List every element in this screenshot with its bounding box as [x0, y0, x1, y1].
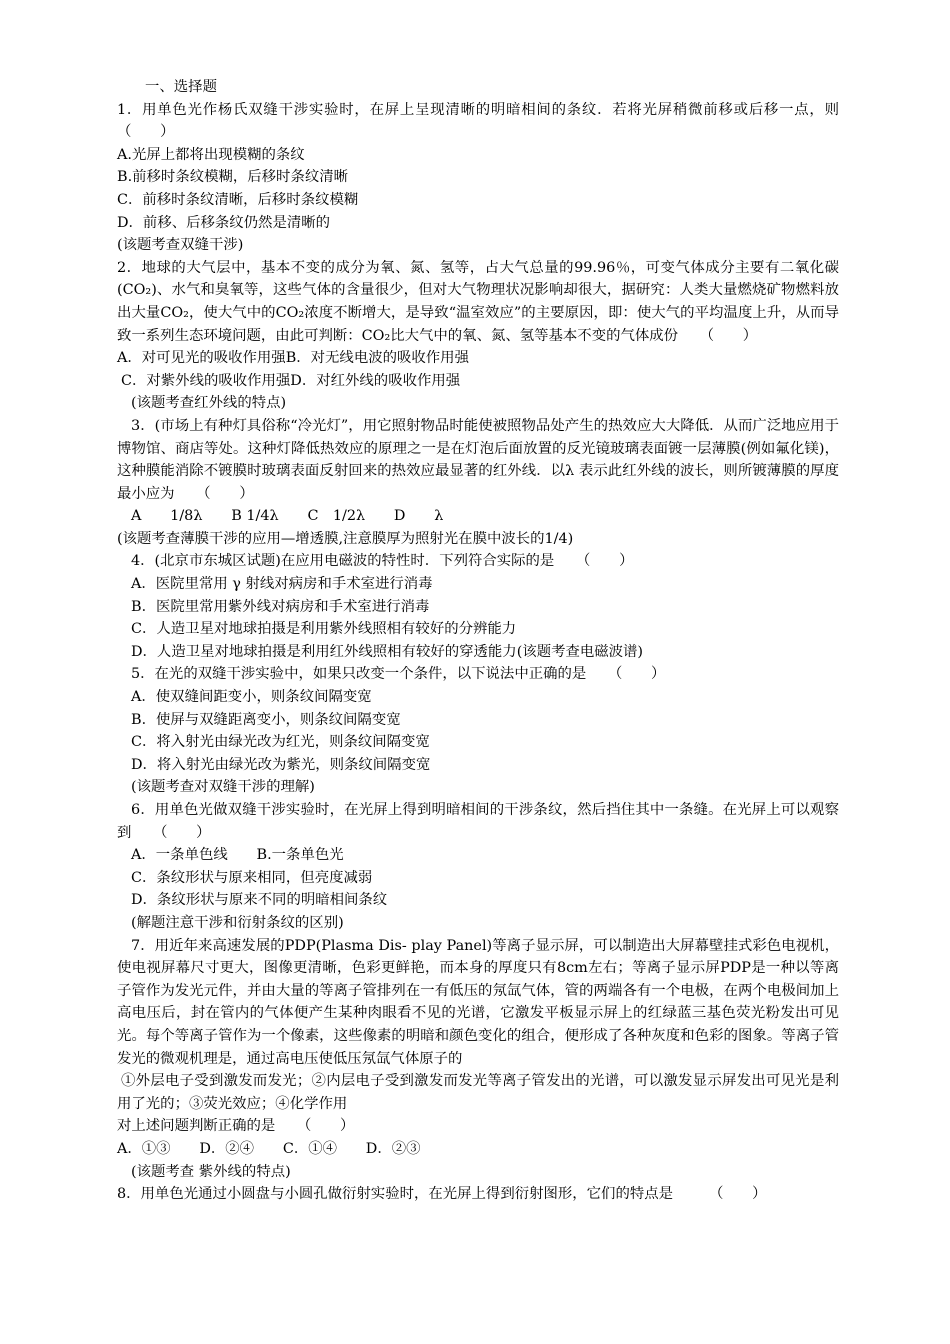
question-5-option-c: C．将入射光由绿光改为红光，则条纹间隔变宽	[131, 734, 430, 751]
question-2-note: (该题考查红外线的特点)	[131, 395, 287, 412]
question-7-note: (该题考查 紫外线的特点)	[131, 1163, 291, 1180]
question-2-options-cd: C．对紫外线的吸收作用强D．对红外线的吸收作用强	[121, 372, 461, 389]
question-2-options-ab: A．对可见光的吸收作用强B．对无线电波的吸收作用强	[117, 350, 469, 367]
question-3-options: A 1/8λ B 1/4λ C 1/2λ D λ	[131, 508, 444, 525]
question-5-option-b: B．使屏与双缝距离变小，则条纹间隔变宽	[131, 711, 401, 728]
section-title: 一、选择题	[145, 79, 217, 95]
question-7-stem: 7．用近年来高速发展的PDP(Plasma Dis- play Panel)等离子显示屏，可以制造出大屏幕壁挂式彩色电视机，使电视屏幕尺寸更大，图像更清晰，色彩更鲜艳，而本身的厚度只有8cm左右；等离子显示屏PDP是一种以等离子管作为发光元件，并由大量的等离子管排列在一有低压的氖氙气体，管的两端各有一个电极，在两个电极间加上高电压后，封在管内的气体便产生某种肉眼看不见的光谱，它激发平板显示屏上的红绿蓝三基色荧光粉发出可见光。每个等离子管作为一个像素，这些像素的明暗和颜色变化的组合，便形成了各种灰度和色彩的图象。等离子管发光的微观机理是，通过高电压使低压氖氙气体原子的	[117, 937, 839, 1067]
question-1-note: (该题考查双缝干涉)	[117, 237, 244, 254]
question-7-statements: ①外层电子受到激发而发光；②内层电子受到激发而发光等离子管发出的光谱，可以激发显示屏发出可见光是利用了光的；③荧光效应；④化学作用	[117, 1073, 839, 1112]
question-1-option-d: D．前移、后移条纹仍然是清晰的	[117, 214, 331, 231]
question-1-option-c: C．前移时条纹清晰，后移时条纹模糊	[117, 191, 359, 208]
question-5-option-d: D．将入射光由绿光改为紫光，则条纹间隔变宽	[131, 756, 431, 773]
question-6-options-ab: A．一条单色线 B.一条单色光	[131, 847, 344, 864]
question-1-stem: 1．用单色光作杨氏双缝干涉实验时，在屏上呈现清晰的明暗相间的条纹．若将光屏稍微前移或后移一点，则 （ ）	[117, 101, 868, 141]
question-1-option-a: A.光屏上都将出现模糊的条纹	[117, 146, 305, 163]
question-4-option-a: A．医院里常用 γ 射线对病房和手术室进行消毒	[131, 576, 433, 593]
question-7-options: A．①③ D．②④ C．①④ D．②③	[117, 1140, 421, 1157]
question-4-stem: 4．(北京市东城区试题)在应用电磁波的特性时．下列符合实际的是 （ ）	[131, 553, 634, 570]
question-1-option-b: B.前移时条纹模糊，后移时条纹清晰	[117, 169, 349, 186]
question-5-stem: 5．在光的双缝干涉实验中，如果只改变一个条件，以下说法中正确的是 （ ）	[131, 666, 666, 683]
question-6-stem: 6．用单色光做双缝干涉实验时，在光屏上得到明暗相间的干涉条纹，然后挡住其中一条缝。在光屏上可以观察到 （ ）	[117, 802, 839, 841]
question-6-note: (解题注意干涉和衍射条纹的区别)	[131, 914, 344, 931]
question-7-ask: 对上述问题判断正确的是 （ ）	[117, 1118, 355, 1135]
question-4-option-b: B．医院里常用紫外线对病房和手术室进行消毒	[131, 598, 430, 615]
question-5-option-a: A．使双缝间距变小，则条纹间隔变宽	[131, 689, 372, 706]
question-4-option-c: C．人造卫星对地球拍摄是利用紫外线照相有较好的分辨能力	[131, 621, 517, 638]
question-6-option-c: C．条纹形状与原来相同，但亮度减弱	[131, 869, 373, 886]
question-4-option-d: D．人造卫星对地球拍摄是利用红外线照相有较好的穿透能力(该题考查电磁波谱)	[131, 643, 644, 660]
question-5-note: (该题考查对双缝干涉的理解)	[131, 779, 315, 796]
question-list	[117, 76, 868, 1206]
question-3-note: (该题考查薄膜干涉的应用—增透膜,注意膜厚为照射光在膜中波长的1/4)	[117, 530, 574, 547]
question-8-stem: 8．用单色光通过小圆盘与小圆孔做衍射实验时，在光屏上得到衍射图形，它们的特点是 （ ）	[117, 1186, 767, 1203]
question-3-stem: 3．(市场上有种灯具俗称“冷光灯”，用它照射物品时能使被照物品处产生的热效应大大降低．从而广泛地应用于博物馆、商店等处。这种灯降低热效应的原理之一是在灯泡后面放置的反光镜玻璃表面镀一层薄膜(例如氟化镁)，这种膜能消除不镀膜时玻璃表面反射回来的热效应最显著的红外线．以λ 表示此红外线的波长，则所镀薄膜的厚度最小应为 （ ）	[117, 417, 839, 502]
question-6-option-d: D．条纹形状与原来不同的明暗相间条纹	[131, 892, 388, 909]
question-2-stem: 2．地球的大气层中，基本不变的成分为氧、氮、氢等，占大气总量的99.96％，可变气体成分主要有二氧化碳(CO₂)、水气和臭氧等，这些气体的含量很少，但对大气物理状况影响却很大，据研究：人类大量燃烧矿物燃料放出大量CO₂，使大气中的CO₂浓度不断增大，是导致“温室效应”的主要原因，即：使大气的平均温度上升，从而导致一系列生态环境问题，由此可判断：CO₂比大气中的氧、氮、氢等基本不变的气体成份 （ ）	[117, 259, 839, 344]
